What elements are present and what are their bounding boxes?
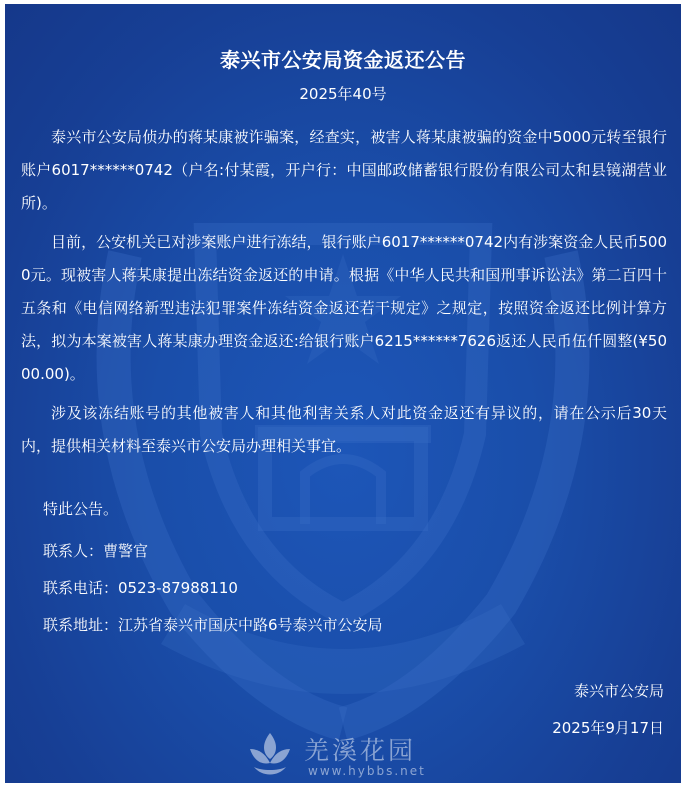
site-watermark [242, 727, 462, 783]
document-number: 2025年40号 [299, 85, 387, 103]
flower-logo-icon [242, 727, 298, 783]
paragraph-objection: 涉及该冻结账号的其他被害人和其他利害关系人对此资金返还有异议的，请在公示后30天内，提供相关材料至泰兴市公安局办理相关事宜。 [21, 404, 667, 455]
closing-line: 特此公告。 [43, 500, 119, 518]
notice-title: 泰兴市公安局资金返还公告 [220, 48, 466, 72]
paragraph-case: 泰兴市公安局侦办的蒋某康被诈骗案，经查实，被害人蒋某康被骗的资金中5000元转至银行账户6017******0742（户名:付某霞，开户行：中国邮政储蓄银行股份有限公司太和县镜湖营业所)。 [21, 128, 667, 212]
contact-address: 联系地址：江苏省泰兴市国庆中路6号泰兴市公安局 [43, 616, 383, 634]
issue-date: 2025年9月17日 [552, 719, 664, 737]
issuer-name: 泰兴市公安局 [573, 682, 664, 700]
watermark-site-url: www.hybbs.net [308, 764, 426, 778]
paragraph-freeze: 目前，公安机关已对涉案账户进行冻结，银行账户6017******0742内有涉案资金人民币5000元。现被害人蒋某康提出冻结资金返还的申请。根据《中华人民共和国刑事诉讼法》第二百四十五条和《电信网络新型违法犯罪案件冻结资金返还若干规定》之规定，按照资金返还比例计算方法，拟为本案被害人蒋某康办理资金返还:给银行账户6215******7626返还人民币伍仟圆整(¥5000.00)。 [21, 233, 667, 383]
notice-body [21, 121, 667, 469]
contact-phone: 联系电话：0523-87988110 [43, 579, 238, 597]
contact-person: 联系人：曹警官 [43, 542, 149, 560]
notice-panel [5, 4, 681, 783]
watermark-site-name: 羌溪花园 [304, 736, 417, 765]
